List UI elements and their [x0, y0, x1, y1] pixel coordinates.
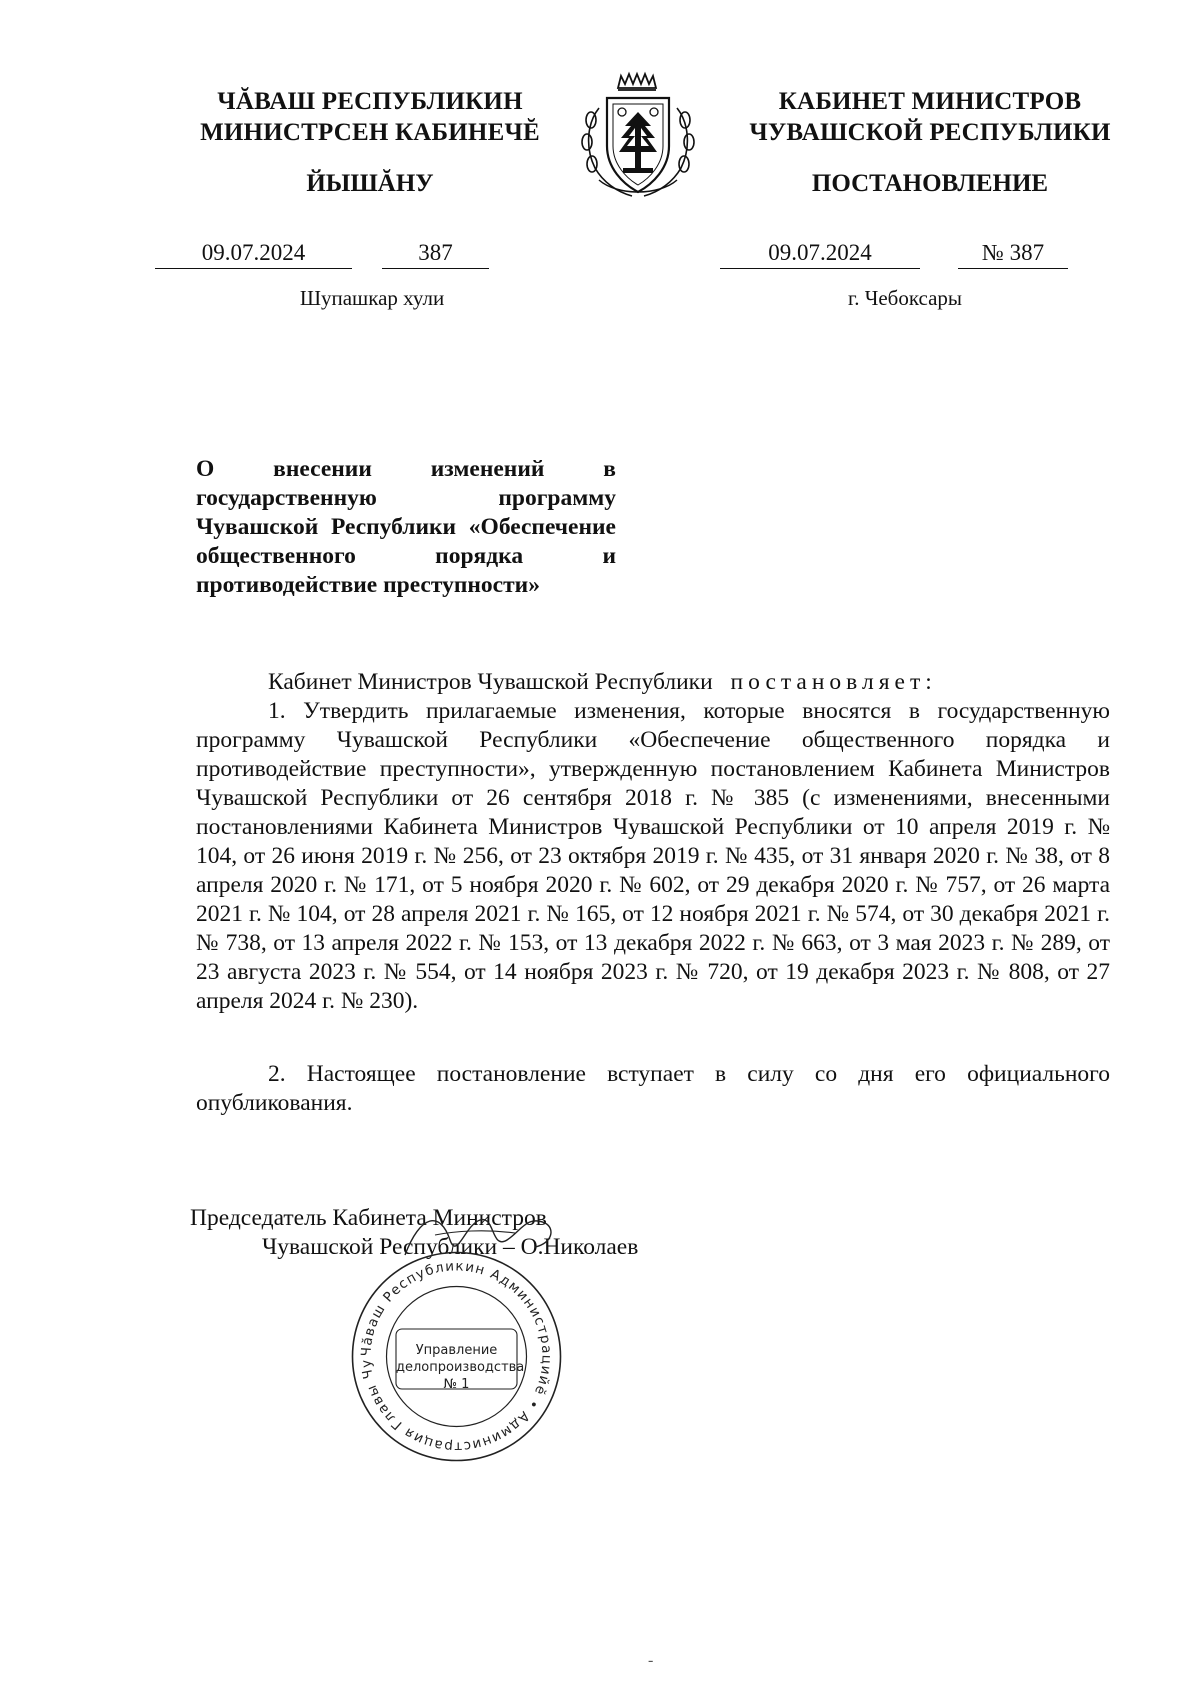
stamp-center [396, 1342, 525, 1393]
chuvash-org-line1: ЧĂВАШ РЕСПУБЛИКИН [217, 88, 523, 115]
paragraph-2: 2. Настоящее постановление вступает в силу со дня его официального опубликования. [196, 1061, 1110, 1116]
stamp-line1: Управление [415, 1343, 498, 1358]
signatory-position-line1: Председатель Кабинета Министров [190, 1205, 547, 1231]
russian-org-line2: ЧУВАШСКОЙ РЕСПУБЛИКИ [749, 119, 1111, 146]
paragraph-1: 1. Утвердить прилагаемые изменения, которые вносятся в государственную программу Чувашской Республики «Обеспечение общественного порядка и противодействие преступности», утвержденную постановлением Кабинета Министров Чувашской Республики от 26 сентября 2018 г. № 385 (с изменениями, внесенными постановлениями Кабинета Министров Чувашской Республики от 10 апреля 2019 г. № 104, от 26 июня 2019 г. № 256, от 23 октября 2019 г. № 435, от 31 января 2020 г. № 38, от 8 апреля 2020 г. № 171, от 5 ноября 2020 г. № 602, от 29 декабря 2020 г. № 757, от 26 марта 2021 г. № 104, от 28 апреля 2021 г. № 165, от 12 ноября 2021 г. № 574, от 30 декабря 2021 г. № 738, от 13 апреля 2022 г. № 153, от 13 декабря 2022 г. № 663, от 3 мая 2023 г. № 289, от 23 августа 2023 г. № 554, от 14 ноября 2023 г. № 720, от 19 декабря 2023 г. № 808, от 27 апреля 2024 г. № 230). [196, 698, 1110, 1014]
signatory-republic: Чувашской Республики [262, 1234, 498, 1260]
preamble-text: Кабинет Министров Чувашской Республики [268, 669, 713, 695]
russian-place: г. Чебоксары [847, 286, 963, 310]
stamp-ring-text: Чăваш Республикин Администрацийĕ • Администрация Главы Чу [358, 1258, 555, 1455]
chuvash-number-field: 387 [382, 240, 489, 269]
signatory-name: О.Николаев [520, 1234, 639, 1260]
russian-number-field: № 387 [958, 240, 1068, 269]
chuvash-org-line2: МИНИСТРСЕН КАБИНЕЧĔ [200, 119, 540, 146]
coat-of-arms-icon [577, 68, 699, 204]
preamble [196, 668, 1110, 697]
russian-doc-kind: ПОСТАНОВЛЕНИЕ [811, 170, 1049, 197]
document-title: О внесении изменений в государственную программу Чувашской Республики «Обеспечение общественного порядка и противодействие преступности» [196, 456, 616, 598]
russian-org-line1: КАБИНЕТ МИНИСТРОВ [778, 88, 1082, 115]
stamp-line3: № 1 [443, 1377, 470, 1392]
footer-mark: - [648, 1652, 654, 1669]
chuvash-doc-kind: ЙЫШĂНУ [306, 170, 434, 197]
official-stamp [344, 1244, 569, 1469]
preamble-verb: постановляет: [730, 669, 937, 695]
chuvash-org-name [150, 86, 590, 148]
chuvash-date-field: 09.07.2024 [155, 240, 352, 269]
russian-date-field: 09.07.2024 [720, 240, 920, 269]
stamp-line2: делопроизводства [396, 1360, 525, 1375]
russian-org-name [730, 86, 1130, 148]
signature-dash: – [502, 1234, 515, 1260]
chuvash-place: Шупашкар хули [299, 286, 445, 310]
coat-of-arms-emblem [577, 68, 699, 204]
